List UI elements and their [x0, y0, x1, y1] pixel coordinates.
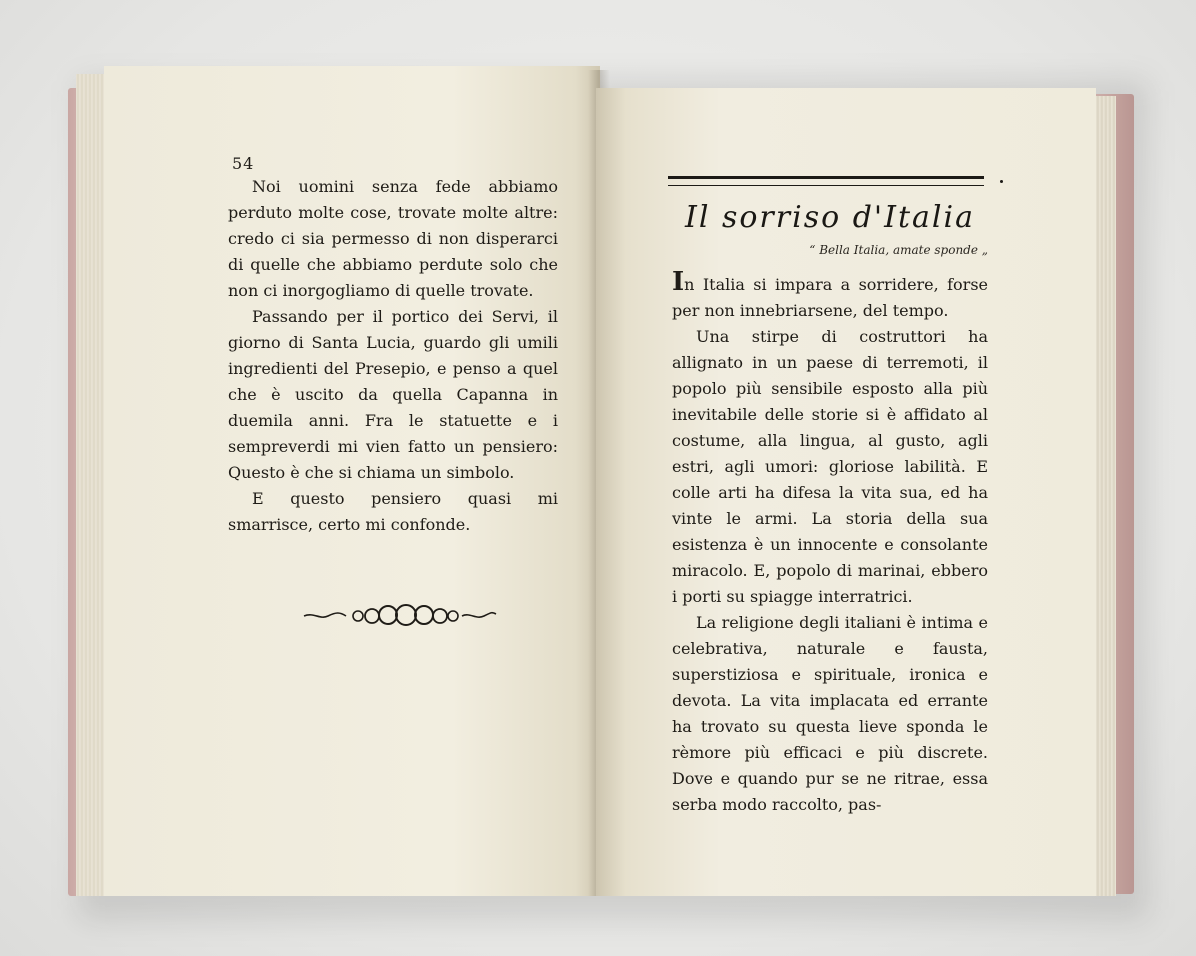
drop-cap: I: [672, 267, 685, 297]
right-page: [596, 88, 1096, 896]
chapter-rule: [668, 176, 984, 186]
paragraph: E questo pensiero quasi mi smarrisce, certo mi confonde.: [228, 489, 558, 534]
paragraph: Passando per il portico dei Servi, il giorno di Santa Lucia, guardo gli umili ingredienti del Presepio, e penso a quel che è uscito da quella Capanna in duemila anni. Fra le statuette e i sempreverdi mi vien fatto un pensiero: Questo è che si chiama un simbolo.: [228, 307, 558, 482]
left-page: [104, 66, 600, 896]
right-page-text: [672, 267, 988, 818]
page-number: 54: [232, 154, 255, 173]
rule-dot: [1000, 180, 1003, 183]
chapter-title: Il sorriso d'Italia: [684, 200, 976, 235]
epigraph: “ Bella Italia, amate sponde „: [809, 243, 988, 257]
paragraph: La religione degli italiani è intima e celebrativa, naturale e fausta, superstiziosa e spirituale, ironica e devota. La vita implacata ed errante ha trovato su questa lieve sponda le rèmore più efficaci e più discrete. Dove e quando pur se ne ritrae, essa serba modo raccolto, pas-: [672, 613, 988, 814]
paragraph: Una stirpe di costruttori ha allignato in un paese di terremoti, il popolo più sensibile esposto alla più inevitabile delle storie si è affidato al costume, alla lingua, al gusto, agli estri, agli umori: gloriose labilità. E colle arti ha difesa la vita sua, ed ha vinte le armi. La storia della sua esistenza è un innocente e consolante miracolo. E, popolo di marinai, ebbero i porti su spiagge interratrici.: [672, 327, 988, 606]
first-paragraph-text: n Italia si impara a sorridere, forse per non innebriarsene, del tempo.: [672, 275, 988, 320]
first-paragraph: [672, 267, 988, 324]
decorative-flourish: [300, 594, 500, 634]
paragraph: Noi uomini senza fede abbiamo perduto molte cose, trovate molte altre: credo ci sia permesso di non disperarci di quelle che abbiamo perdute solo che non ci inorgogliamo di quelle trovate.: [228, 177, 558, 300]
left-page-text: [228, 174, 558, 538]
